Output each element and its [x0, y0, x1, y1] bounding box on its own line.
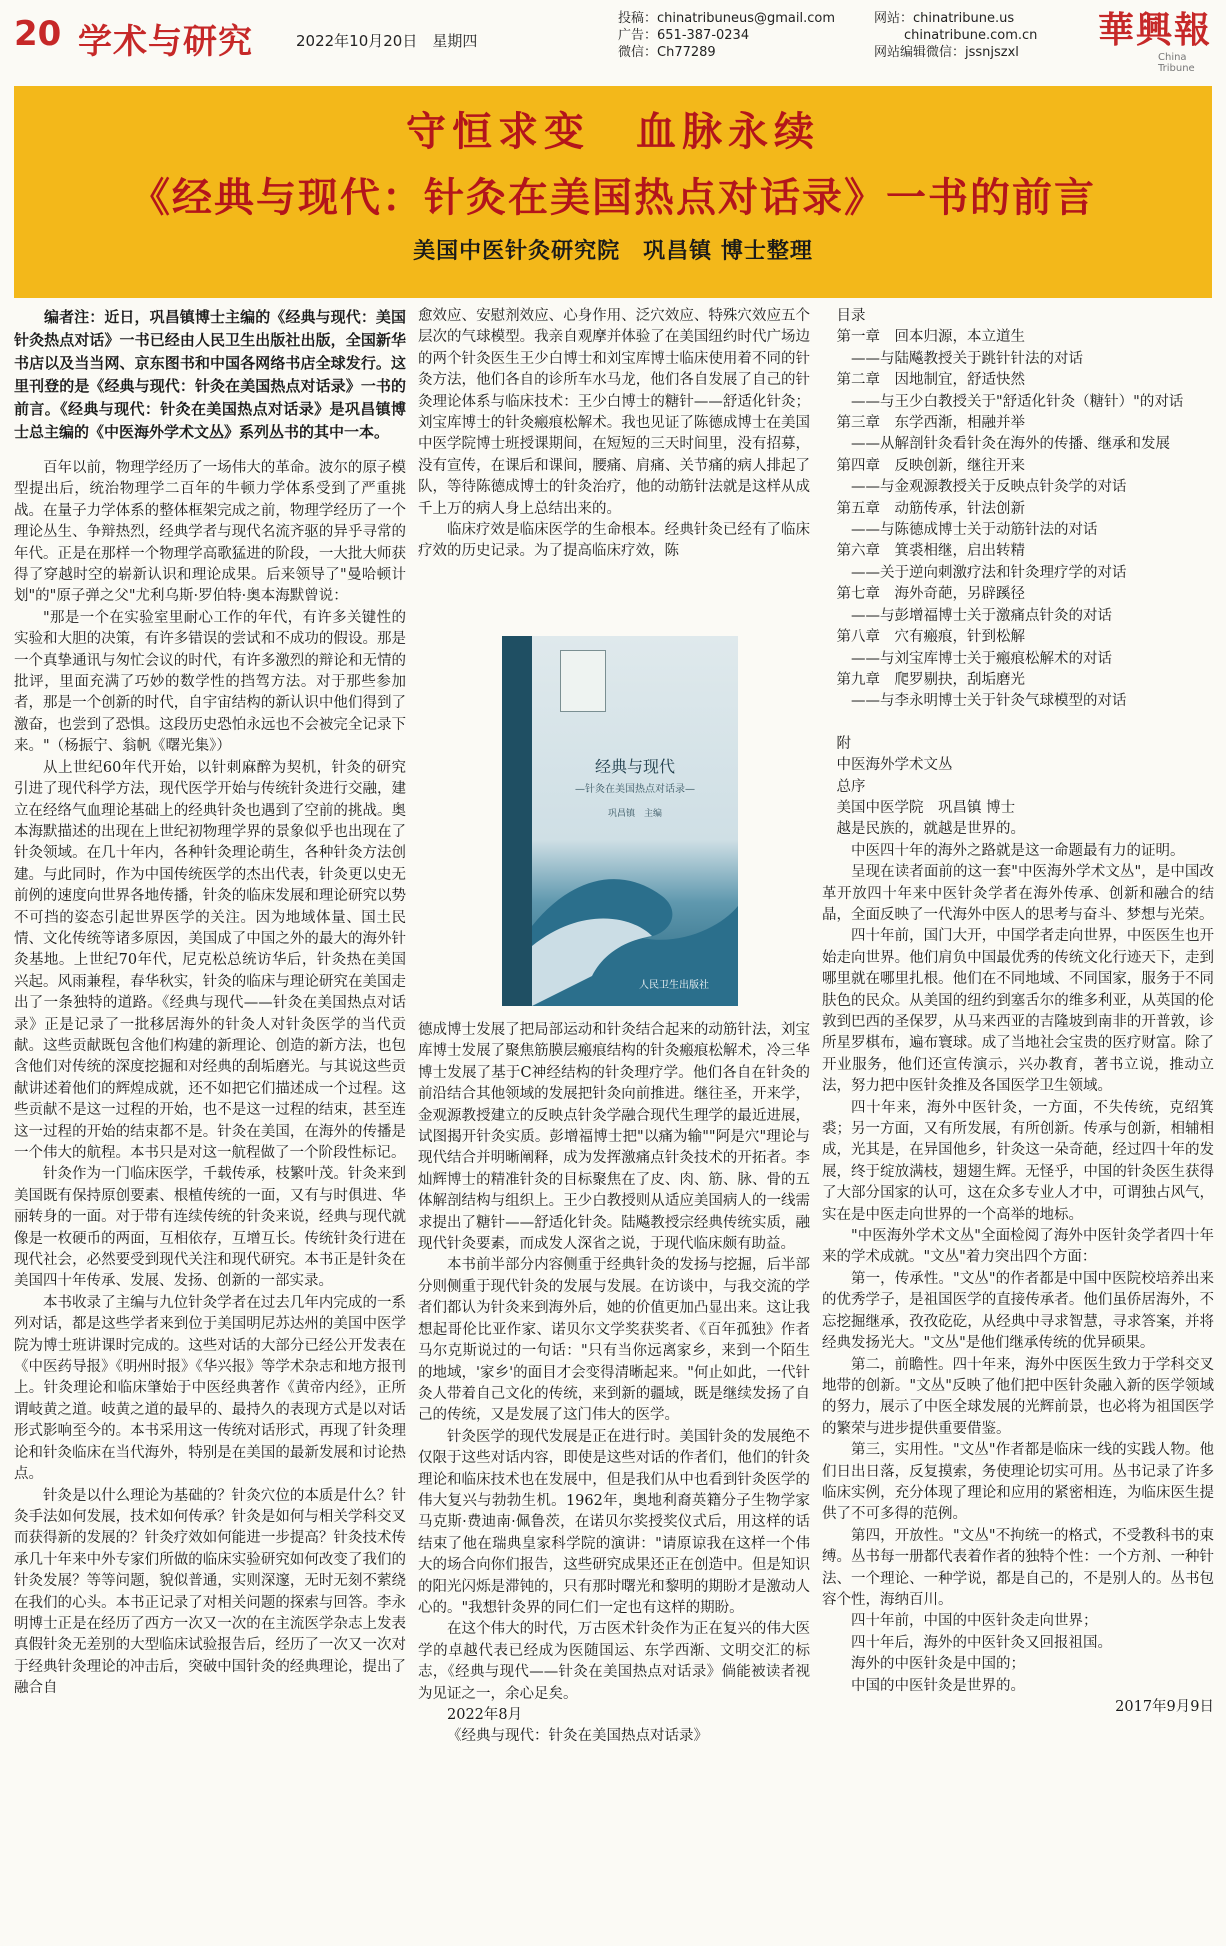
appendix-label: 附	[836, 735, 851, 752]
contact-info-right	[874, 10, 1037, 61]
wechat-contact: 微信：Ch77289	[618, 45, 716, 60]
toc-chapter-subtitle: ——与王少白教授关于"舒适化针灸（糖针）"的对话	[851, 393, 1184, 410]
toc-chapter: 第四章 反映创新，继往开来	[836, 457, 1025, 474]
toc-chapter: 第二章 因地制宜，舒适快然	[836, 372, 1025, 389]
logo-text: 華興報	[1098, 9, 1213, 51]
email-contact: 投稿：chinatribuneus@gmail.com	[618, 11, 836, 26]
paragraph: 本书前半部分内容侧重于经典针灸的发扬与挖掘，后半部分则侧重于现代针灸的发展与发展。在访谈中，与我交流的学者们都认为针灸来到海外后，她的价值更加凸显出来。这让我想起哥伦比亚作家、诺贝尔文学奖获奖者、《百年孤独》作者马尔克斯说过的一句话："只有当你远离家乡，来到一个陌生的地域，'家乡'的面目才会变得清晰起来。"何止如此，一代针灸人带着自己文化的传统，来到新的疆域，既是继续发扬了自己的传统，又是发展了这门伟大的医学。	[418, 1257, 810, 1424]
preface-motto: 越是民族的，就越是世界的。	[836, 821, 1025, 838]
seal-stamp-icon	[560, 650, 606, 712]
paragraph: 第二，前瞻性。四十年来，海外中医医生致力于学科交叉地带的创新。"文丛"反映了他们把中医针灸融入新的医学领域的努力，展示了中医全球发展的光辉前景，也必将为祖国医学的繁荣与进步提供重要借鉴。	[822, 1356, 1214, 1437]
paragraph: 四十年来，海外中医针灸，一方面，不失传统，克绍箕裘；另一方面，又有所发展，有所创新。传承与创新，相辅相成，光其是，在异国他乡，针灸这一朵奇葩，经过四十年的发展，终于绽放满枝，翅翅生辉。无怪乎，中国的针灸医生获得了大部分国家的认可，这在众多专业人才中，可谓独占风气，实在是中医走向世界的一个高举的地标。	[822, 1099, 1214, 1223]
closing-line: 四十年后，海外的中医针灸又回报祖国。	[851, 1634, 1112, 1651]
paragraph: 百年以前，物理学经历了一场伟大的革命。波尔的原子模型提出后，统治物理学二百年的牛顿力学体系受到了严重挑战。在量子力学体系的整体框架完成之前，物理学经历了一个理论丛生、争辩热烈，经典学者与现代名流齐驱的异乎寻常的年代。正是在那样一个物理学高歌猛进的阶段，一大批大师获得了穿越时空的崭新认识和理论成果。后来领导了"曼哈顿计划"的"原子弹之父"尤利乌斯·罗伯特·奥本海默曾说：	[14, 460, 406, 605]
paragraph: 四十年前，国门大开，中国学者走向世界，中医医生也开始走向世界。他们肩负中国最优秀的传统文化行迹天下，走到哪里就在哪里扎根。他们在不同地域、不同国家，服务于不同肤色的民众。从美国的纽约到塞舌尔的维多利亚，从英国的伦敦到巴西的圣保罗，从马来西亚的吉隆坡到南非的开普敦，诊所星罗棋布，遍布寰球。成了当地社会宝贵的医疗财富。除了开业服务，他们还宣传演示，兴办教育，著书立说，推动立法，努力把中医针灸推及各国医学卫生领域。	[822, 928, 1214, 1095]
book-title: 经典与现代	[594, 757, 675, 776]
issue-date: 2022年10月20日 星期四	[296, 32, 478, 50]
right-column	[822, 306, 1214, 1936]
toc-chapter: 第六章 箕裘相继，启出转精	[836, 543, 1025, 560]
toc-chapter: 第八章 穴有瘢痕，针到松解	[836, 629, 1025, 646]
toc-chapter-subtitle: ——与陆飚教授关于跳针针法的对话	[851, 350, 1083, 367]
byline: 美国中医针灸研究院 巩昌镇 博士整理	[413, 239, 813, 264]
ad-phone: 广告：651-387-0234	[618, 28, 750, 43]
paragraph: 第四，开放性。"文丛"不拘统一的格式，不受教科书的束缚。丛书每一册都代表着作者的独特个性：一个方剂、一种针法、一个理论、一种学说，都是自己的，不是别人的。丛书包容个性，海纳百川。	[822, 1527, 1214, 1608]
toc-heading: 目录	[836, 308, 866, 324]
paragraph: 针灸作为一门临床医学，千载传承，枝繁叶茂。针灸来到美国既有保持原创要素、根植传统的一面，又有与时俱进、华丽转身的一面。对于带有连续传统的针灸来说，经典与现代就像是一枚硬币的两面，互相依存，互增互长。传统针灸行进在现代社会，必然要受到现代关注和现代研究。本书正是针灸在美国四十年传承、发展、发扬、创新的一部实录。	[14, 1166, 406, 1290]
section-title: 学术与研究	[78, 22, 253, 62]
signature-title: 《经典与现代：针灸在美国热点对话录》	[447, 1728, 708, 1745]
toc-chapter: 第一章 回本归源，本立道生	[836, 329, 1025, 346]
page-header	[0, 0, 1226, 80]
paragraph: 本书收录了主编与九位针灸学者在过去几年内完成的一系列对话，都是这些学者来到位于美国明尼苏达州的美国中医学院为博士班讲课时完成的。这些对话的大部分已经公开发表在《中医药导报》《明州时报》《华兴报》等学术杂志和地方报刊上。针灸理论和临床肇始于中医经典著作《黄帝内经》，正所谓岐黄之道。岐黄之道的最早的、最持久的表现方式是以对话形式影响至今的。本书采用这一传统对话形式，再现了针灸理论和针灸临床在当代海外，特别是在美国的最新发展和讨论热点。	[14, 1294, 406, 1483]
quote-paragraph: "那是一个在实验室里耐心工作的年代，有许多关键性的实验和大胆的决策，有许多错误的尝试和不成功的假设。那是一个真挚通讯与匆忙会议的时代，有许多激烈的辩论和无情的批评，里面充满了巧妙的数学性的挡驾方法。对于那些参加者，那是一个创新的时代，自宇宙结构的新认识中他们得到了激奋，也尝到了恐惧。这段历史恐怕永远也不会被完全记录下来。"（杨振宁、翁帆《曙光集》）	[14, 609, 406, 755]
toc-chapter-subtitle: ——与刘宝库博士关于瘢痕松解术的对话	[851, 650, 1112, 667]
toc-chapter: 第三章 东学西渐，相融并举	[836, 415, 1025, 432]
signature-date: 2022年8月	[447, 1707, 523, 1723]
closing-line: 海外的中医针灸是中国的；	[851, 1656, 1025, 1673]
contact-info-left	[618, 10, 835, 61]
paragraph: 呈现在读者面前的这一套"中医海外学术文丛"，是中国改革开放四十年来中医针灸学者在海外传承、创新和融合的结晶，全面反映了一代海外中医人的思考与奋斗、梦想与光荣。	[822, 864, 1214, 923]
paragraph: "中医海外学术文丛"全面检阅了海外中医针灸学者四十年来的学术成就。"文丛"着力突出四个方面：	[822, 1228, 1214, 1266]
toc-chapter-subtitle: ——从解剖针灸看针灸在海外的传播、继承和发展	[851, 436, 1170, 453]
website-link[interactable]: 网站：chinatribune.us	[874, 11, 1015, 26]
closing-line: 四十年前，中国的中医针灸走向世界；	[851, 1613, 1098, 1630]
paragraph: 临床疗效是临床医学的生命根本。经典针灸已经有了临床疗效的历史记录。为了提高临床疗效，陈	[418, 522, 810, 560]
page-number: 20	[14, 14, 62, 54]
toc-chapter-subtitle: ——与李永明博士关于针灸气球模型的对话	[851, 693, 1127, 710]
closing-line: 中国的中医针灸是世界的。	[851, 1677, 1025, 1694]
paragraph: 第一，传承性。"文丛"的作者都是中国中医院校培养出来的优秀学子，是祖国医学的直接传承者。他们虽侨居海外，不忘挖掘继承，孜孜矻矻，从经典中寻求智慧，寻求答案，并将经典发扬光大。"文丛"是他们继承传统的优异硕果。	[822, 1270, 1214, 1352]
headline-main: 守恒求变 血脉永续	[406, 109, 820, 155]
middle-column-top	[418, 306, 810, 618]
preface-label: 总序	[836, 778, 866, 795]
paragraph: 针灸医学的现代发展是正在进行时。美国针灸的发展绝不仅限于这些对话内容，即使是这些对话的作者们，他们的针灸理论和临床技术也在发展中，但是我们从中也看到针灸医学的伟大复兴与勃勃生机。1962年，奥地利裔英籍分子生物学家马克斯·费迪南·佩鲁茨，在诺贝尔奖授奖仪式后，用这样的话结束了他在瑞典皇家科学院的演讲："请原谅我在这样一个伟大的场合向你们报告，这些研究成果还正在创造中。但是知识的阳光闪烁是滞钝的，只有那时曙光和黎明的期盼才是激动人心的。"我想针灸界的同仁们一定也有这样的期盼。	[418, 1428, 810, 1616]
preface-date: 2017年9月9日	[1115, 1699, 1214, 1715]
toc-chapter-subtitle: ——与彭增福博士关于激痛点针灸的对话	[851, 607, 1112, 624]
book-author: 巩昌镇 主编	[607, 809, 662, 819]
toc-chapter-subtitle: ——与金观源教授关于反映点针灸学的对话	[851, 479, 1127, 496]
toc-chapter-subtitle: ——与陈德成博士关于动筋针法的对话	[851, 522, 1098, 539]
toc-chapter: 第五章 动筋传承，针法创新	[836, 500, 1025, 517]
website-link-cn[interactable]: chinatribune.com.cn	[904, 28, 1038, 43]
paragraph: 愈效应、安慰剂效应、心身作用、泛穴效应、特殊穴效应五个层次的气球模型。我亲自观摩并体验了在美国纽约时代广场边的两个针灸医生王少白博士和刘宝库博士临床使用着不同的针灸方法，他们各自的诊所车水马龙，他们各自发展了自己的针灸理论体系与临床技术：王少白博士的糖针——舒适化针灸；刘宝库博士的针灸瘢痕松解术。我也见证了陈德成博士在美国中医学院博士班授课期间，在短短的三天时间里，没有招募，没有宣传，在课后和课间，腰痛、肩痛、关节痛的病人排起了队，等待陈德成博士的针灸治疗，他的动筋针法就是这样从成千上万的病人身上总结出来的。	[418, 308, 810, 517]
paragraph: 第三，实用性。"文丛"作者都是临床一线的实践人物。他们日出日落，反复摸索，务使理论切实可用。丛书记录了许多临床实例，充分体现了理论和应用的紧密相连，为临床医生提供了不可多得的范例。	[822, 1442, 1214, 1523]
paragraph: 德成博士发展了把局部运动和针灸结合起来的动筋针法，刘宝库博士发展了聚焦筋膜层瘢痕结构的针灸瘢痕松解术，冷三华博士发展了基于C神经结构的针灸理疗学。他们各自在针灸的前沿结合其他领域的发展把针灸向前推进。继往圣，开来学，金观源教授建立的反映点针灸学融合现代生理学的最近进展，试图揭开针灸实质。彭增福博士把"以痛为输""阿是穴"理论与现代结合并明晰阐释，成为发挥激痛点针灸技术的开拓者。李灿辉博士的精准针灸的目标聚焦在了皮、肉、筋、脉、骨的五体解剖结构与组织上。王少白教授则从适应美国病人的一线需求提出了糖针——舒适化针灸。陆飚教授宗经典传统实质，融现代针灸要素，而成发人深省之说，于现代临床颇有助益。	[418, 1022, 810, 1253]
left-column	[14, 306, 406, 1936]
book-spine	[502, 636, 532, 1006]
toc-chapter: 第七章 海外奇葩，另辟蹊径	[836, 586, 1025, 603]
newspaper-logo	[1098, 8, 1216, 74]
toc-chapter: 第九章 爬罗剔抉，刮垢磨光	[836, 671, 1025, 688]
book-subtitle: —针灸在美国热点对话录—	[575, 784, 695, 795]
table-of-contents	[822, 327, 1214, 712]
middle-column-bottom	[418, 1020, 810, 1936]
book-publisher: 人民卫生出版社	[639, 980, 709, 991]
logo-subtitle: China Tribune	[1158, 52, 1195, 74]
paragraph: 在这个伟大的时代，万古医术针灸作为正在复兴的伟大医学的卓越代表已经成为医随国运、东学西渐、文明交汇的标志，《经典与现代——针灸在美国热点对话录》倘能被读者视为见证之一，余心足矣。	[418, 1621, 810, 1702]
headline-banner	[14, 86, 1212, 298]
toc-chapter-subtitle: ——关于逆向刺激疗法和针灸理疗学的对话	[851, 564, 1127, 581]
paragraph: 从上世纪60年代开始，以针刺麻醉为契机，针灸的研究引进了现代科学方法，现代医学开始与传统针灸进行交融，建立在经络气血理论基础上的经典针灸也遇到了空前的挑战。奥本海默描述的出现在上世纪初物理学界的景象似乎也出现在了针灸领域。在几十年内，各种针灸理论萌生，各种针灸方法创建。与此同时，作为中国传统医学的杰出代表，针灸更以史无前例的速度向世界各地传播，针灸的临床发展和理论研究以势不可挡的姿态引起世界医学的关注。因为地域体量、国土民情、文化传统等诸多原因，美国成了中国之外的最大的海外针灸基地。上世纪70年代，尼克松总统访华后，针灸热在美国兴起。风雨兼程，春华秋实，针灸的临床与理论研究在美国走出了一条独特的道路。《经典与现代——针灸在美国热点对话录》正是记录了一批移居海外的针灸人对针灸医学的当代贡献。这些贡献既包含他们构建的新理论、创造的新方法，也包含他们对传统的深度挖掘和对经典的刮垢磨光。与其说这些贡献讲述着他们的辉煌成就，还不如把它们描述成一个过程。这些贡献不是这一过程的开始，也不是这一过程的结束，甚至连这一过程的开始的结束都不是。针灸在美国，在海外的传播是一个伟大的航程。本书只是对这一航程做了一个阶段性标记。	[14, 759, 406, 1161]
editor-wechat: 网站编辑微信：jssnjszxl	[874, 45, 1019, 60]
paragraph: 中医四十年的海外之路就是这一命题最有力的证明。	[851, 842, 1185, 859]
paragraph: 针灸是以什么理论为基础的？针灸穴位的本质是什么？针灸手法如何发展，技术如何传承？针灸是如何与相关学科交叉而获得新的发展的？针灸疗效如何能进一步提高？针灸技术传承几十年来中外专家们所做的临床实验研究如何改变了我们的针灸发展？等等问题，貌似普通，实则深邃，无时无刻不萦绕在我们的心头。本书正记录了对相关问题的探索与回答。李永明博士正是在经历了西方一次又一次的在主流医学杂志上发表真假针灸无差别的大型临床试验报告后，经历了一次又一次对于经典针灸理论的冲击后，突破中国针灸的经典理论，提出了融合自	[14, 1487, 406, 1697]
book-cover-image	[502, 636, 738, 1006]
preface-author: 美国中医学院 巩昌镇 博士	[836, 799, 1016, 816]
series-title: 中医海外学术文丛	[836, 757, 953, 774]
editor-note: 编者注：近日，巩昌镇博士主编的《经典与现代：美国针灸热点对话》一书已经由人民卫生出版社出版，全国新华书店以及当当网、京东图书和中国各网络书店全球发行。这里刊登的是《经典与现代：针灸在美国热点对话录》一书的前言。《经典与现代：针灸在美国热点对话录》是巩昌镇博士总主编的《中医海外学术文丛》系列丛书的其中一本。	[14, 308, 406, 441]
headline-sub: 《经典与现代：针灸在美国热点对话录》一书的前言	[130, 175, 1096, 221]
